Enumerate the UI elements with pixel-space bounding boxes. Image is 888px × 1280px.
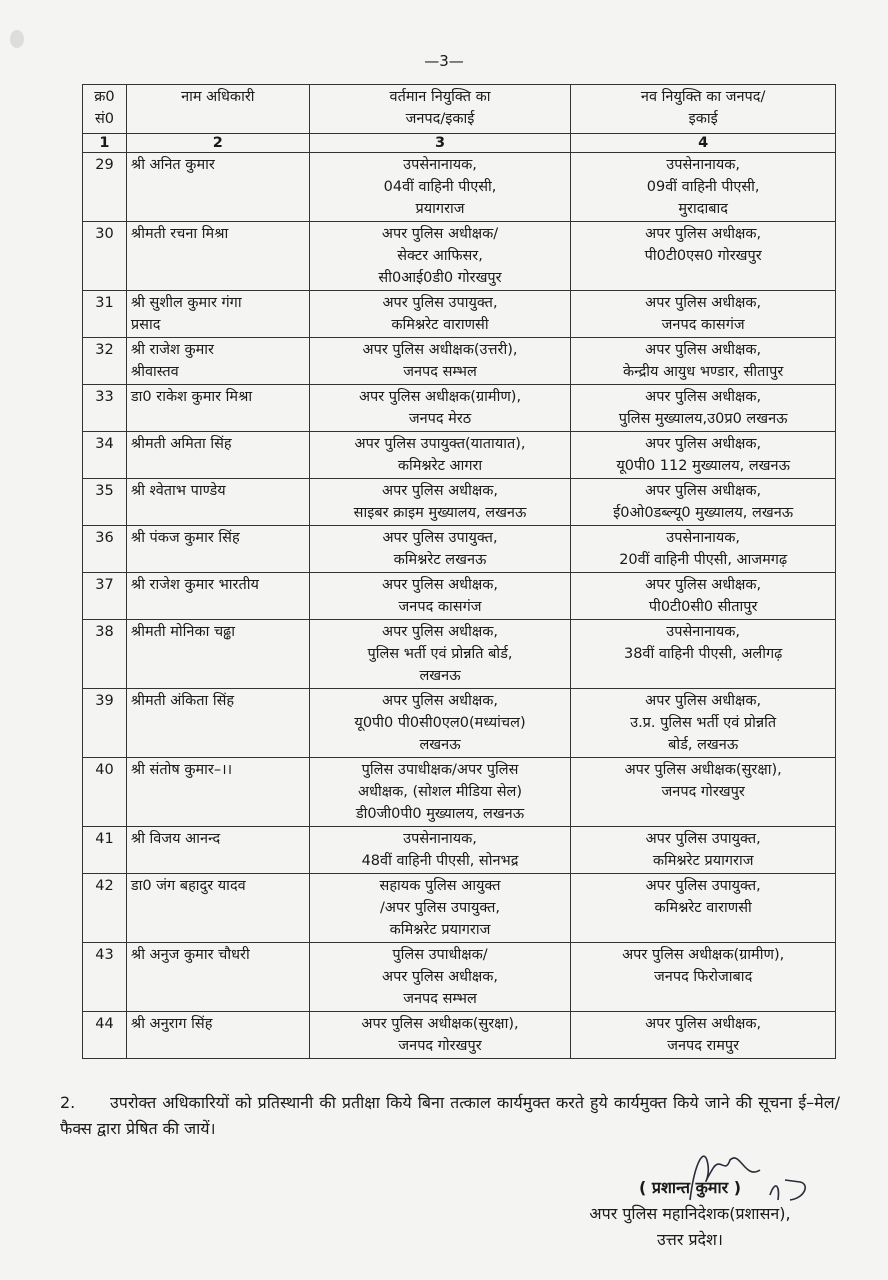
new-posting-line: पुलिस मुख्यालय,उ0प्र0 लखनऊ	[618, 411, 788, 427]
new-posting-line: अपर पुलिस अधीक्षक,	[645, 295, 762, 311]
new-posting-line: अपर पुलिस अधीक्षक,	[645, 389, 762, 405]
table-row	[83, 689, 836, 758]
current-posting-line: लखनऊ	[419, 668, 461, 684]
new-posting	[571, 1012, 836, 1059]
signatory-designation: अपर पुलिस महानिदेशक(प्रशासन),	[589, 1204, 791, 1223]
current-posting	[309, 526, 571, 573]
table-row	[83, 385, 836, 432]
new-posting-line: अपर पुलिस अधीक्षक,	[645, 693, 762, 709]
officer-name	[126, 573, 309, 620]
header-text-line: नव नियुक्ति का जनपद/	[640, 89, 766, 105]
current-posting-line: कमिश्नरेट आगरा	[397, 458, 483, 474]
new-posting	[571, 526, 836, 573]
current-posting-line: उपसेनानायक,	[403, 157, 477, 173]
table-row	[83, 338, 836, 385]
current-posting-line: जनपद सम्भल	[403, 991, 477, 1007]
serial-number: 35	[83, 479, 127, 526]
new-posting-line: जनपद कासगंज	[661, 317, 745, 333]
officer-name-line: श्रीमती अंकिता सिंह	[130, 693, 235, 709]
serial-number: 30	[83, 222, 127, 291]
current-posting-line: सहायक पुलिस आयुक्त	[379, 878, 501, 894]
header-new-posting	[571, 85, 836, 134]
current-posting-line: यू0पी0 पी0सी0एल0(मध्यांचल)	[354, 715, 526, 731]
new-posting-line: अपर पुलिस अधीक्षक,	[645, 436, 762, 452]
serial-number: 33	[83, 385, 127, 432]
new-posting-line: केन्द्रीय आयुध भण्डार, सीतापुर	[622, 364, 784, 380]
serial-number: 29	[83, 153, 127, 222]
table-body	[83, 153, 836, 1059]
current-posting	[309, 338, 571, 385]
current-posting-line: अपर पुलिस अधीक्षक(उत्तरी),	[362, 342, 518, 358]
new-posting-line: 20वीं वाहिनी पीएसी, आजमगढ़	[619, 552, 788, 568]
page-number: —3—	[424, 52, 464, 70]
transfer-table	[82, 84, 836, 1059]
current-posting	[309, 874, 571, 943]
header-text-line: जनपद/इकाई	[405, 111, 475, 127]
officer-name	[126, 526, 309, 573]
new-posting-line: 38वीं वाहिनी पीएसी, अलीगढ़	[623, 646, 783, 662]
table-row	[83, 432, 836, 479]
column-number-row	[83, 134, 836, 153]
current-posting	[309, 222, 571, 291]
new-posting-line: 09वीं वाहिनी पीएसी,	[646, 179, 760, 195]
serial-number: 38	[83, 620, 127, 689]
new-posting	[571, 758, 836, 827]
new-posting-line: अपर पुलिस अधीक्षक,	[645, 577, 762, 593]
officer-name-line: प्रसाद	[130, 317, 161, 333]
table-row	[83, 1012, 836, 1059]
officer-name	[126, 943, 309, 1012]
officer-name-line: श्री श्वेताभ पाण्डेय	[130, 483, 226, 499]
column-number: 1	[83, 134, 127, 153]
current-posting-line: अपर पुलिस अधीक्षक(ग्रामीण),	[358, 389, 522, 405]
table-row	[83, 827, 836, 874]
new-posting	[571, 291, 836, 338]
signature-block	[540, 1175, 840, 1253]
new-posting-line: जनपद रामपुर	[667, 1038, 740, 1054]
new-posting	[571, 222, 836, 291]
current-posting	[309, 479, 571, 526]
new-posting-line: उपसेनानायक,	[666, 157, 741, 173]
officer-name-line: श्रीमती रचना मिश्रा	[130, 226, 229, 242]
current-posting	[309, 689, 571, 758]
officer-name-line: श्रीमती मोनिका चढ्ढा	[130, 624, 235, 640]
current-posting	[309, 153, 571, 222]
officer-name-line: डा0 जंग बहादुर यादव	[130, 878, 246, 894]
serial-number: 43	[83, 943, 127, 1012]
current-posting-line: 04वीं वाहिनी पीएसी,	[383, 179, 497, 195]
current-posting	[309, 620, 571, 689]
current-posting-line: अपर पुलिस अधीक्षक,	[382, 577, 498, 593]
current-posting	[309, 291, 571, 338]
officer-name-line: श्री राजेश कुमार भारतीय	[130, 577, 259, 593]
officer-name	[126, 758, 309, 827]
new-posting-line: अपर पुलिस अधीक्षक(ग्रामीण),	[622, 947, 785, 963]
current-posting-line: अधीक्षक, (सोशल मीडिया सेल)	[358, 784, 523, 800]
current-posting-line: अपर पुलिस अधीक्षक,	[382, 483, 498, 499]
table-row	[83, 526, 836, 573]
table-row	[83, 620, 836, 689]
current-posting-line: कमिश्नरेट वाराणसी	[391, 317, 489, 333]
header-serial	[83, 85, 127, 134]
table-row	[83, 573, 836, 620]
header-text-line: क्र0	[94, 89, 115, 105]
header-text-line: नाम अधिकारी	[181, 89, 255, 105]
current-posting-line: जनपद कासगंज	[398, 599, 482, 615]
serial-number: 40	[83, 758, 127, 827]
table-row	[83, 479, 836, 526]
current-posting-line: प्रयागराज	[415, 201, 465, 217]
header-text-line: वर्तमान नियुक्ति का	[389, 89, 491, 105]
current-posting	[309, 573, 571, 620]
serial-number: 41	[83, 827, 127, 874]
serial-number: 34	[83, 432, 127, 479]
current-posting-line: जनपद गोरखपुर	[398, 1038, 482, 1054]
current-posting	[309, 385, 571, 432]
new-posting	[571, 153, 836, 222]
signatory-name: ( प्रशान्त कुमार )	[638, 1178, 742, 1197]
new-posting-line: अपर पुलिस अधीक्षक,	[645, 483, 762, 499]
header-current-posting	[309, 85, 571, 134]
serial-number: 39	[83, 689, 127, 758]
serial-number: 31	[83, 291, 127, 338]
officer-name-line: श्री अनुराग सिंह	[130, 1016, 213, 1032]
new-posting	[571, 432, 836, 479]
column-number: 3	[309, 134, 571, 153]
new-posting	[571, 689, 836, 758]
officer-name-line: श्री अनित कुमार	[130, 157, 215, 173]
officer-name	[126, 827, 309, 874]
serial-number: 36	[83, 526, 127, 573]
new-posting-line: यू0पी0 112 मुख्यालय, लखनऊ	[616, 458, 790, 474]
current-posting-line: जनपद मेरठ	[408, 411, 472, 427]
officer-name-line: श्री राजेश कुमार	[130, 342, 214, 358]
paragraph-text: उपरोक्त अधिकारियों को प्रतिस्थानी की प्रतीक्षा किये बिना तत्काल कार्यमुक्त करते हुये कार्यमुक्त किये जाने की सूचना ई–मेल/ फैक्स द्वारा प्रेषित की जायें।	[60, 1093, 840, 1138]
officer-name	[126, 222, 309, 291]
current-posting-line: कमिश्नरेट प्रयागराज	[389, 922, 491, 938]
officer-name-line: श्रीवास्तव	[130, 364, 179, 380]
current-posting-line: अपर पुलिस उपायुक्त,	[382, 295, 498, 311]
new-posting-line: जनपद फिरोजाबाद	[654, 969, 753, 985]
new-posting-line: ई0ओ0डब्ल्यू0 मुख्यालय, लखनऊ	[613, 505, 794, 521]
serial-number: 32	[83, 338, 127, 385]
officer-name-line: श्री अनुज कुमार चौधरी	[130, 947, 250, 963]
officer-name-line: श्री विजय आनन्द	[130, 831, 221, 847]
officer-name-line: डा0 राकेश कुमार मिश्रा	[130, 389, 253, 405]
new-posting-line: मुरादाबाद	[678, 201, 728, 217]
serial-number: 44	[83, 1012, 127, 1059]
current-posting-line: अपर पुलिस अधीक्षक(सुरक्षा),	[361, 1016, 519, 1032]
new-posting-line: जनपद गोरखपुर	[661, 784, 745, 800]
officer-name-line: श्री पंकज कुमार सिंह	[130, 530, 240, 546]
current-posting-line: पुलिस उपाधीक्षक/अपर पुलिस	[361, 762, 519, 778]
new-posting-line: उपसेनानायक,	[666, 624, 741, 640]
new-posting	[571, 338, 836, 385]
current-posting-line: डी0जी0पी0 मुख्यालय, लखनऊ	[355, 806, 525, 822]
new-posting-line: कमिश्नरेट प्रयागराज	[652, 853, 754, 869]
current-posting-line: पुलिस भर्ती एवं प्रोन्नति बोर्ड,	[367, 646, 513, 662]
current-posting-line: कमिश्नरेट लखनऊ	[393, 552, 487, 568]
new-posting-line: अपर पुलिस अधीक्षक,	[645, 342, 762, 358]
new-posting	[571, 874, 836, 943]
table-row	[83, 874, 836, 943]
current-posting-line: पुलिस उपाधीक्षक/	[392, 947, 488, 963]
current-posting-line: साइबर क्राइम मुख्यालय, लखनऊ	[353, 505, 527, 521]
new-posting	[571, 479, 836, 526]
new-posting-line: उपसेनानायक,	[666, 530, 741, 546]
table-row	[83, 943, 836, 1012]
new-posting-line: कमिश्नरेट वाराणसी	[654, 900, 752, 916]
header-text-line: इकाई	[688, 111, 718, 127]
current-posting	[309, 758, 571, 827]
table-row	[83, 758, 836, 827]
current-posting	[309, 1012, 571, 1059]
table-header-row	[83, 85, 836, 134]
serial-number: 37	[83, 573, 127, 620]
new-posting-line: अपर पुलिस अधीक्षक,	[645, 1016, 762, 1032]
new-posting	[571, 943, 836, 1012]
table-row	[83, 153, 836, 222]
paragraph-number: 2.	[60, 1093, 76, 1112]
officer-name-line: श्री संतोष कुमार–।।	[130, 762, 233, 778]
new-posting	[571, 827, 836, 874]
instruction-paragraph	[60, 1090, 840, 1142]
new-posting	[571, 385, 836, 432]
header-officer-name	[126, 85, 309, 134]
current-posting-line: अपर पुलिस उपायुक्त(यातायात),	[354, 436, 526, 452]
officer-name	[126, 338, 309, 385]
paper-mark	[10, 30, 24, 48]
new-posting-line: अपर पुलिस अधीक्षक(सुरक्षा),	[624, 762, 782, 778]
officer-name	[126, 479, 309, 526]
new-posting-line: पी0टी0एस0 गोरखपुर	[644, 248, 762, 264]
officer-name-line: श्री सुशील कुमार गंगा	[130, 295, 242, 311]
current-posting-line: /अपर पुलिस उपायुक्त,	[380, 900, 500, 916]
current-posting-line: सेक्टर आफिसर,	[397, 248, 483, 264]
officer-name	[126, 874, 309, 943]
new-posting	[571, 620, 836, 689]
current-posting-line: उपसेनानायक,	[403, 831, 477, 847]
current-posting-line: अपर पुलिस अधीक्षक/	[381, 226, 499, 242]
current-posting-line: अपर पुलिस उपायुक्त,	[382, 530, 498, 546]
serial-number: 42	[83, 874, 127, 943]
officer-name	[126, 620, 309, 689]
column-number: 4	[571, 134, 836, 153]
new-posting-line: उ.प्र. पुलिस भर्ती एवं प्रोन्नति	[630, 715, 777, 731]
new-posting-line: अपर पुलिस उपायुक्त,	[645, 878, 761, 894]
current-posting-line: अपर पुलिस अधीक्षक,	[382, 693, 498, 709]
officer-name	[126, 385, 309, 432]
new-posting-line: अपर पुलिस अधीक्षक,	[645, 226, 762, 242]
signatory-state: उत्तर प्रदेश।	[657, 1230, 723, 1249]
current-posting-line: अपर पुलिस अधीक्षक,	[382, 624, 498, 640]
officer-name	[126, 1012, 309, 1059]
current-posting-line: 48वीं वाहिनी पीएसी, सोनभद्र	[361, 853, 519, 869]
officer-name	[126, 291, 309, 338]
column-number: 2	[126, 134, 309, 153]
new-posting-line: बोर्ड, लखनऊ	[668, 737, 739, 753]
officer-name-line: श्रीमती अमिता सिंह	[130, 436, 232, 452]
officer-name	[126, 432, 309, 479]
new-posting-line: अपर पुलिस उपायुक्त,	[645, 831, 761, 847]
current-posting-line: लखनऊ	[419, 737, 461, 753]
current-posting-line: अपर पुलिस अधीक्षक,	[382, 969, 498, 985]
table-row	[83, 291, 836, 338]
table-row	[83, 222, 836, 291]
current-posting	[309, 943, 571, 1012]
officer-name	[126, 689, 309, 758]
header-text-line: सं0	[94, 111, 114, 127]
current-posting	[309, 432, 571, 479]
current-posting-line: जनपद सम्भल	[403, 364, 477, 380]
current-posting	[309, 827, 571, 874]
officer-name	[126, 153, 309, 222]
current-posting-line: सी0आई0डी0 गोरखपुर	[378, 270, 502, 286]
new-posting	[571, 573, 836, 620]
new-posting-line: पी0टी0सी0 सीतापुर	[648, 599, 758, 615]
